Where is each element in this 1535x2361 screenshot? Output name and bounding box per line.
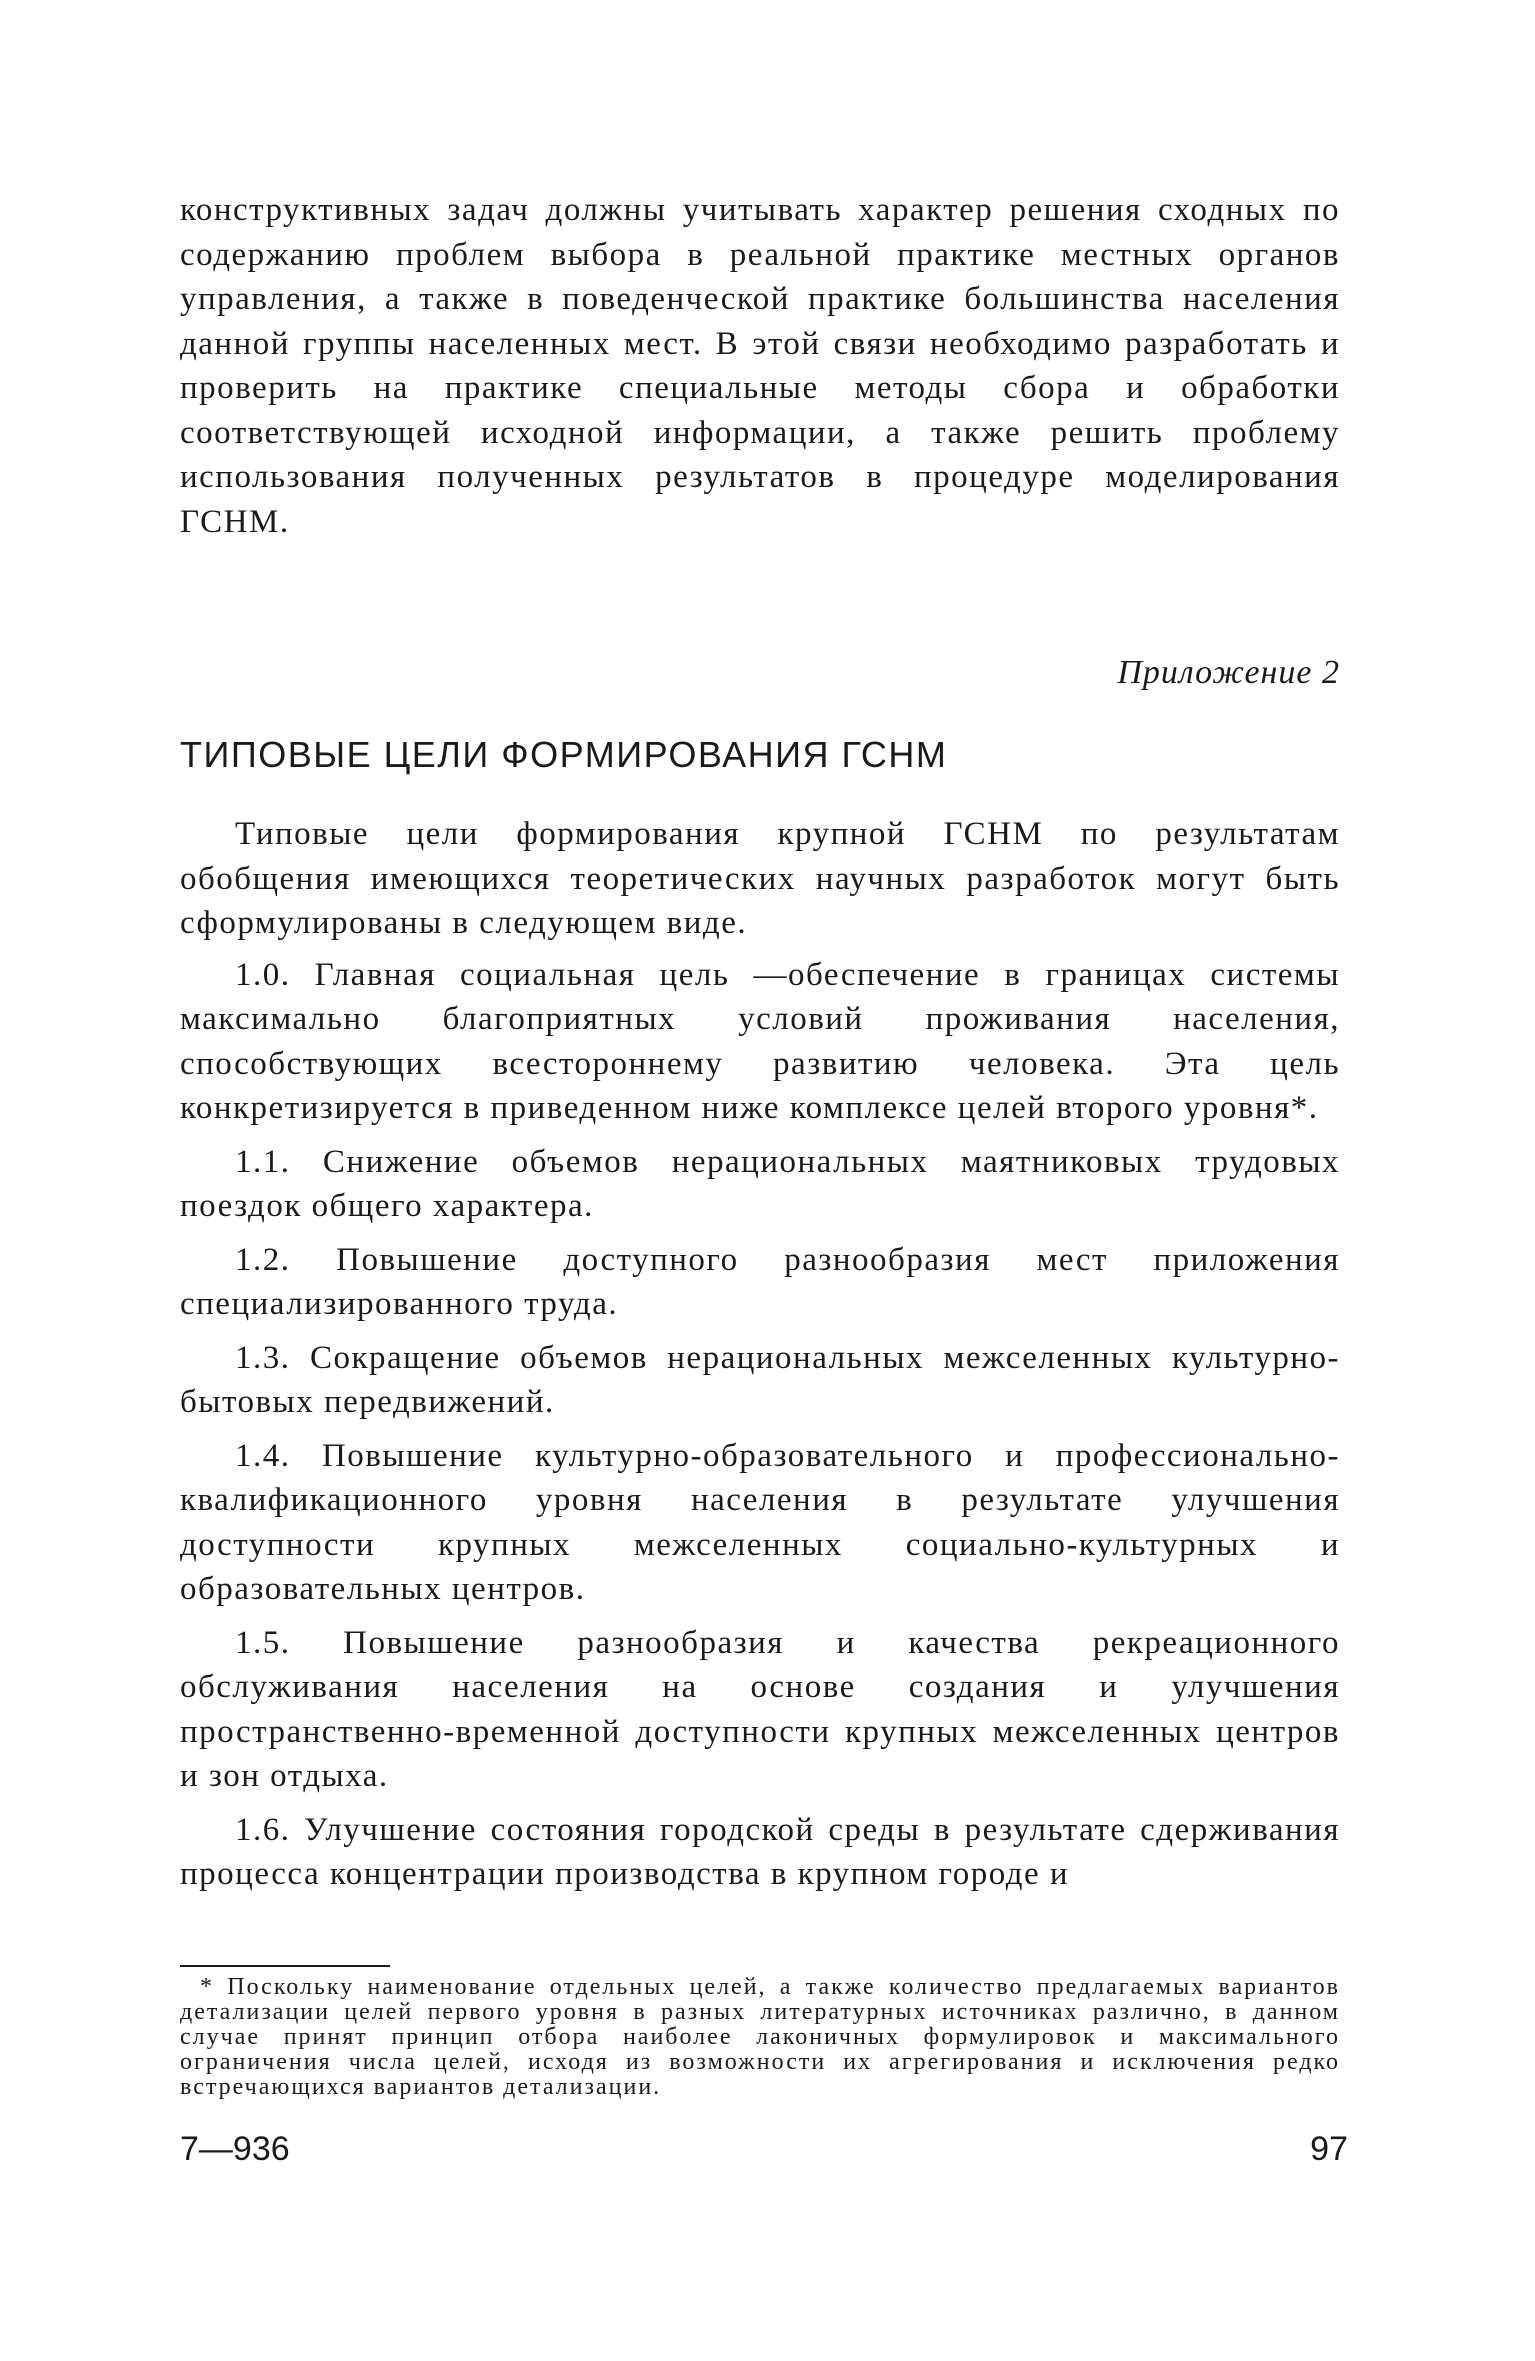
section-title: ТИПОВЫЕ ЦЕЛИ ФОРМИРОВАНИЯ ГСНМ xyxy=(180,734,948,775)
continued-paragraph: конструктивных задач должны учитывать характер решения сходных по содержанию проблем выбора в реальной практике местных органов управления, а также в поведенческой практике большинства населения данной группы населенных мест. В этой связи необходимо разработать и проверить на практике специальные методы сбора и обработки соответствующей исходной информации, а также решить проблему использования полученных результатов в процедуре моделирования ГСНМ. xyxy=(180,192,1340,540)
book-page xyxy=(180,188,1348,2169)
goal-item: 1.3. Сокращение объемов нерациональных межселенных культурно-бытовых передвижений. xyxy=(180,1339,1340,1420)
goal-item: 1.6. Улучшение состояния городской среды в результате сдерживания процесса концентрации производства в крупном городе и xyxy=(180,1811,1340,1892)
appendix-label: Приложение 2 xyxy=(1117,654,1340,691)
footnote: * Поскольку наименование отдельных целей, а также количество предлагаемых вариантов детализации целей первого уровня в разных литературных источниках различно, в данном случае принят принцип отбора наиболее лаконичных формулировок и максимального ограничения числа целей, исходя из возможности их агрегирования и исключения редко встречающихся вариантов детализации. xyxy=(180,1973,1340,2100)
goal-item: 1.1. Снижение объемов нерациональных маятниковых трудовых поездок общего характера. xyxy=(180,1143,1340,1224)
goal-item: 1.5. Повышение разнообразия и качества рекреационного обслуживания населения на основе создания и улучшения пространственно-временной доступности крупных межселенных центров и зон отдыха. xyxy=(180,1624,1340,1794)
goal-item: 1.2. Повышение доступного разнообразия мест приложения специализированного труда. xyxy=(180,1241,1340,1322)
signature-mark: 7—936 xyxy=(180,2129,290,2168)
goal-item: 1.4. Повышение культурно-образовательного и профессионально-квалификационного уровня населения в результате улучшения доступности крупных межселенных социально-культурных и образовательных центров. xyxy=(180,1437,1340,1607)
goal-item: 1.0. Главная социальная цель —обеспечение в границах системы максимально благоприятных условий проживания населения, способствующих всестороннему развитию человека. Эта цель конкретизируется в приведенном ниже комплексе целей второго уровня*. xyxy=(180,956,1340,1126)
intro-paragraph: Типовые цели формирования крупной ГСНМ по результатам обобщения имеющихся теоретических научных разработок могут быть сформулированы в следующем виде. xyxy=(180,816,1340,941)
page-number: 97 xyxy=(1310,2129,1348,2168)
footnote-divider xyxy=(180,1965,390,1967)
goals-list xyxy=(180,953,1340,1897)
page-footer xyxy=(180,2130,1348,2169)
